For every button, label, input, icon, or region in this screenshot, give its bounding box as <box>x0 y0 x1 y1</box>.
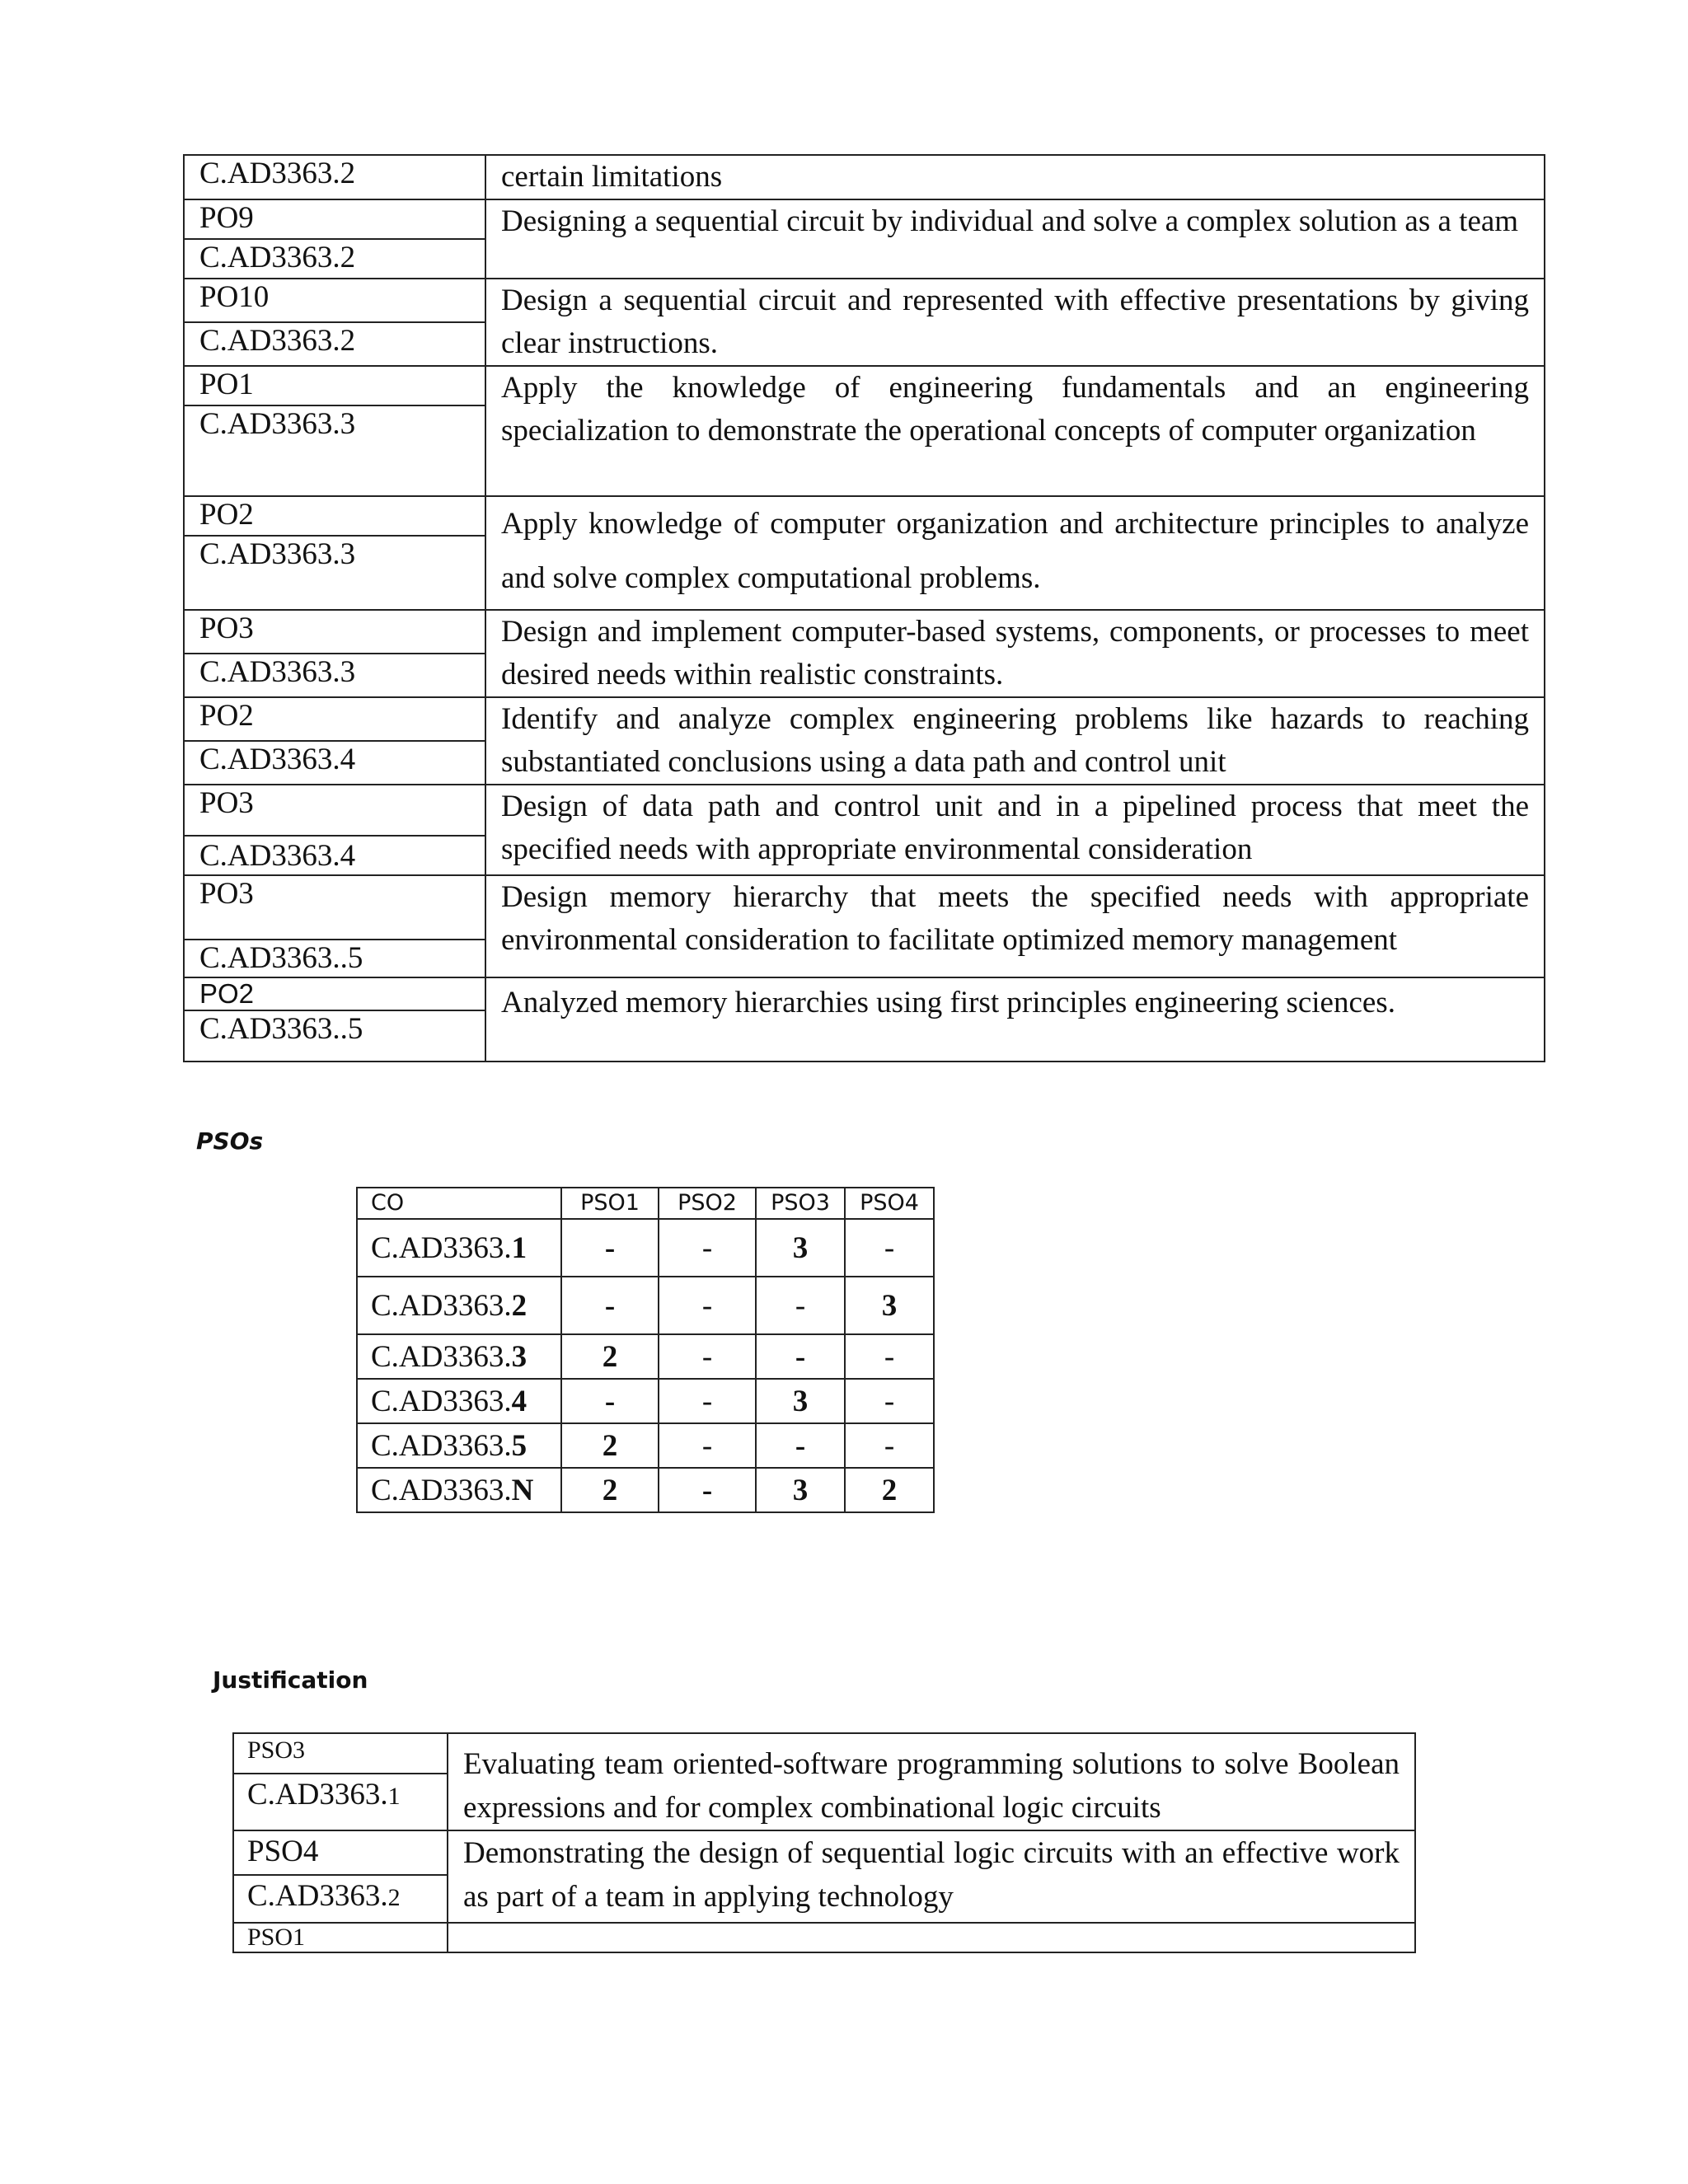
pso-value: - <box>659 1379 756 1423</box>
pso-value: - <box>659 1468 756 1512</box>
column-header-pso4: PSO4 <box>845 1188 934 1219</box>
table-row <box>357 1277 934 1334</box>
column-header-pso3: PSO3 <box>756 1188 845 1219</box>
justification-text: Apply knowledge of computer organization and architecture principles to analyze and solve complex computational problems. <box>485 496 1545 610</box>
po-code: PO1 <box>184 366 485 405</box>
table-row <box>357 1468 934 1512</box>
co-code: C.AD3363.3 <box>184 405 485 496</box>
po-code: PO9 <box>184 199 485 239</box>
pso-value: - <box>845 1423 934 1468</box>
po-code: PO2 <box>184 496 485 536</box>
pso-value: 2 <box>561 1468 659 1512</box>
justification-text <box>448 1923 1415 1952</box>
co-prefix: C.AD3363. <box>371 1339 512 1374</box>
pso-value: 2 <box>845 1468 934 1512</box>
pso-value: - <box>756 1334 845 1379</box>
co-code: C.AD3363.2 <box>184 322 485 366</box>
co-prefix: C.AD3363. <box>371 1428 512 1463</box>
co-prefix: C.AD3363. <box>371 1473 512 1507</box>
pso-value: - <box>845 1219 934 1277</box>
po-code: PO3 <box>184 785 485 836</box>
po-code: PO2 <box>184 697 485 741</box>
table-header-row <box>357 1188 934 1219</box>
co-cell <box>357 1334 561 1379</box>
table-row <box>357 1334 934 1379</box>
co-code: C.AD3363.4 <box>184 741 485 785</box>
table-row <box>357 1423 934 1468</box>
justification-text: Demonstrating the design of sequential logic circuits with an effective work as part of a team in applying technology <box>448 1830 1415 1923</box>
co-suffix: 4 <box>511 1384 528 1418</box>
po-code: PO10 <box>184 279 485 322</box>
table-row <box>184 875 1545 940</box>
justification-text: Design and implement computer-based systems, components, or processes to meet desired needs within realistic constraints. <box>485 610 1545 697</box>
justification-text: Apply the knowledge of engineering fundamentals and an engineering specialization to demonstrate the operational concepts of computer organization <box>485 366 1545 496</box>
co-suffix: 2 <box>387 1884 401 1911</box>
table-row <box>184 697 1545 741</box>
table-row <box>184 496 1545 536</box>
table-row <box>184 977 1545 1010</box>
co-cell <box>357 1379 561 1423</box>
justification-heading: Justification <box>213 1666 368 1694</box>
pso-value: - <box>561 1379 659 1423</box>
pso-value: - <box>756 1277 845 1334</box>
pso-value: - <box>845 1334 934 1379</box>
co-code: C.AD3363..5 <box>184 1010 485 1062</box>
co-prefix: C.AD3363. <box>247 1879 388 1913</box>
pso-code: PSO4 <box>233 1830 448 1875</box>
co-prefix: C.AD3363. <box>371 1288 512 1323</box>
table-row <box>233 1923 1415 1952</box>
co-code: C.AD3363.2 <box>184 155 485 199</box>
po-code: PO2 <box>184 977 485 1010</box>
co-code: C.AD3363.4 <box>184 836 485 875</box>
pso-mapping-table <box>356 1187 935 1513</box>
justification-text: Analyzed memory hierarchies using first principles engineering sciences. <box>485 977 1545 1062</box>
pso-value: - <box>756 1423 845 1468</box>
co-code: C.AD3363.3 <box>184 654 485 697</box>
table-row <box>233 1733 1415 1774</box>
justification-text: Design of data path and control unit and in a pipelined process that meet the specified needs with appropriate environmental consideration <box>485 785 1545 875</box>
po-code: PO3 <box>184 610 485 654</box>
justification-text: Evaluating team oriented-software programming solutions to solve Boolean expressions and for complex combinational logic circuits <box>448 1733 1415 1830</box>
co-suffix: 1 <box>511 1230 528 1265</box>
co-cell <box>357 1277 561 1334</box>
table-row <box>184 279 1545 322</box>
justification-text: Identify and analyze complex engineering problems like hazards to reaching substantiated conclusions using a data path and control unit <box>485 697 1545 785</box>
pso-value: - <box>845 1379 934 1423</box>
pso-value: - <box>659 1277 756 1334</box>
co-code: C.AD3363.2 <box>184 239 485 279</box>
pso-code: PSO1 <box>233 1923 448 1952</box>
column-header-pso2: PSO2 <box>659 1188 756 1219</box>
pso-value: 2 <box>561 1334 659 1379</box>
table-row <box>184 199 1545 239</box>
table-row <box>184 155 1545 199</box>
co-code: C.AD3363.3 <box>184 536 485 610</box>
pso-value: 3 <box>845 1277 934 1334</box>
column-header-co: CO <box>357 1188 561 1219</box>
pso-value: 2 <box>561 1423 659 1468</box>
table-row <box>233 1830 1415 1875</box>
justification-text: Design a sequential circuit and represented with effective presentations by giving clear instructions. <box>485 279 1545 366</box>
co-suffix: 5 <box>511 1428 528 1463</box>
co-suffix: 3 <box>511 1339 528 1374</box>
pso-value: 3 <box>756 1468 845 1512</box>
co-suffix: 1 <box>387 1782 401 1810</box>
pso-value: - <box>561 1219 659 1277</box>
pso-heading: PSOs <box>196 1127 264 1155</box>
pso-value: 3 <box>756 1379 845 1423</box>
justification-text: certain limitations <box>485 155 1545 199</box>
table-row <box>184 785 1545 836</box>
column-header-pso1: PSO1 <box>561 1188 659 1219</box>
co-cell <box>357 1468 561 1512</box>
co-cell <box>357 1219 561 1277</box>
po-code: PO3 <box>184 875 485 940</box>
pso-code: PSO3 <box>233 1733 448 1774</box>
table-row <box>357 1219 934 1277</box>
co-prefix: C.AD3363. <box>371 1230 512 1265</box>
co-cell <box>357 1423 561 1468</box>
pso-value: - <box>659 1423 756 1468</box>
justification-text: Design memory hierarchy that meets the specified needs with appropriate environmental consideration to facilitate optimized memory management <box>485 875 1545 977</box>
table-row <box>184 366 1545 405</box>
co-code <box>233 1774 448 1830</box>
table-row <box>357 1379 934 1423</box>
justification-text: Designing a sequential circuit by individual and solve a complex solution as a team <box>485 199 1545 279</box>
pso-value: - <box>561 1277 659 1334</box>
co-code: C.AD3363..5 <box>184 940 485 977</box>
co-code <box>233 1875 448 1923</box>
po-justification-table <box>183 154 1545 1062</box>
co-suffix: N <box>511 1473 534 1507</box>
pso-justification-table <box>232 1732 1416 1953</box>
table-row <box>184 610 1545 654</box>
pso-value: - <box>659 1219 756 1277</box>
pso-value: - <box>659 1334 756 1379</box>
co-prefix: C.AD3363. <box>371 1384 512 1418</box>
co-prefix: C.AD3363. <box>247 1777 388 1811</box>
pso-value: 3 <box>756 1219 845 1277</box>
co-suffix: 2 <box>511 1288 528 1323</box>
